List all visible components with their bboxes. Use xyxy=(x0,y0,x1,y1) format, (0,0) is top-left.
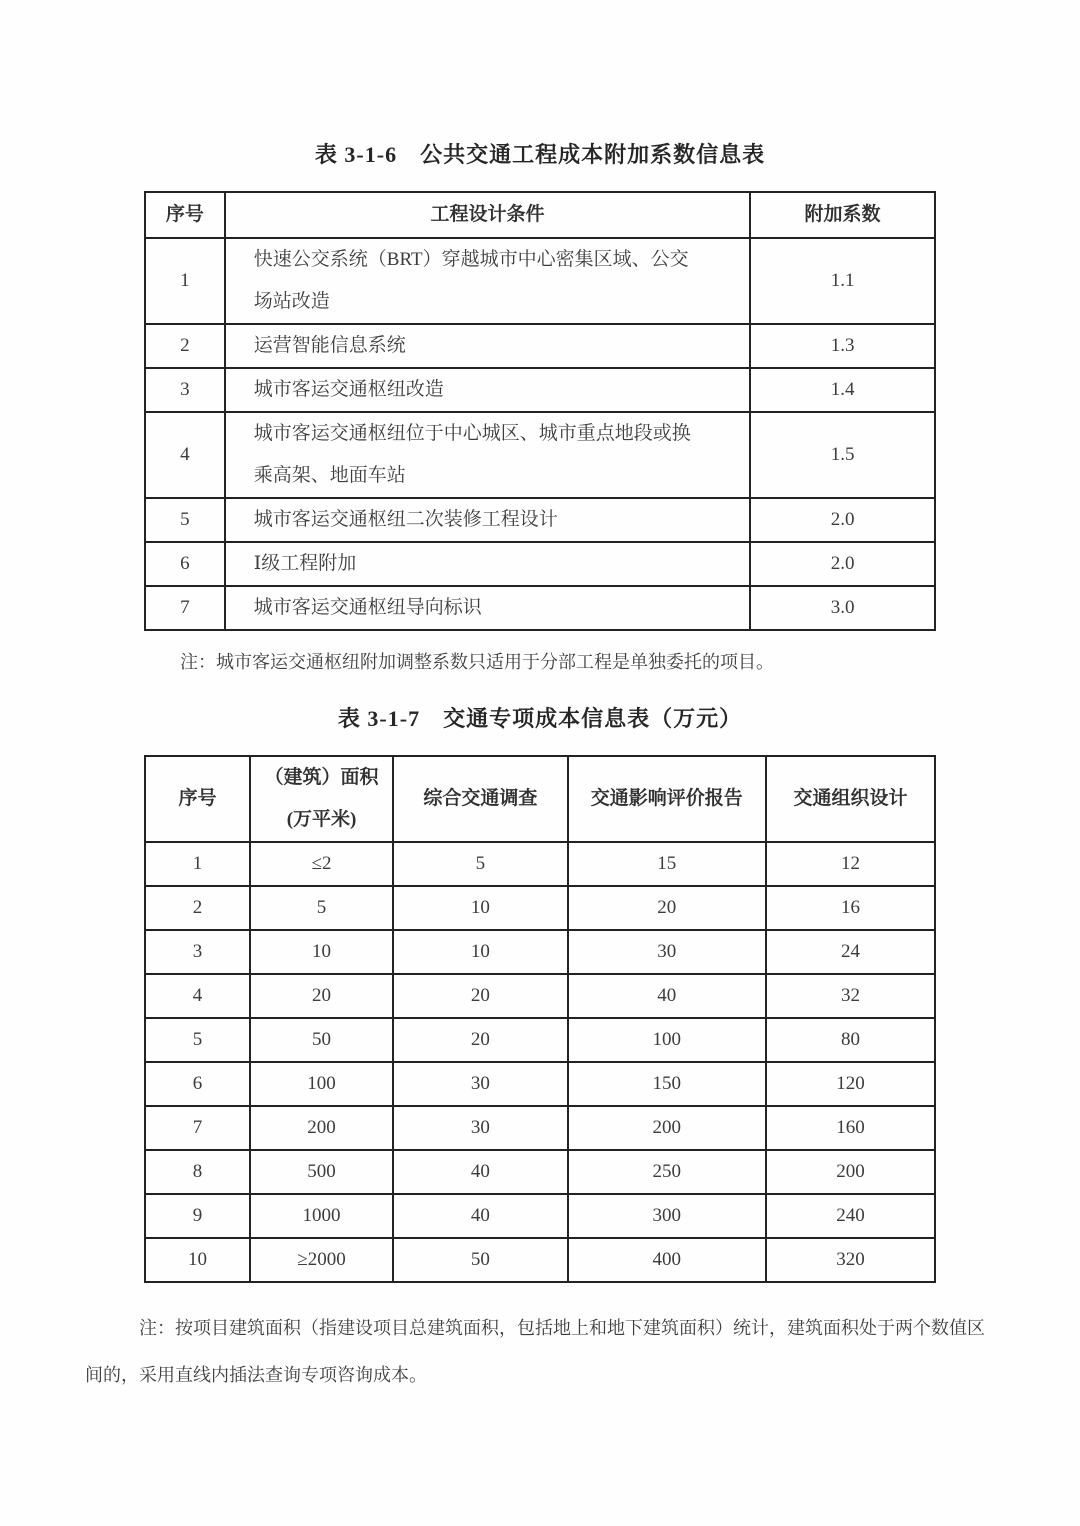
cell-area: 500 xyxy=(250,1150,393,1194)
cell-area: ≤2 xyxy=(250,842,393,886)
cell-org-design: 32 xyxy=(766,974,935,1018)
table-row xyxy=(145,842,935,886)
cell-impact-report: 250 xyxy=(568,1150,766,1194)
cell-org-design: 16 xyxy=(766,886,935,930)
table2-note: 注：按项目建筑面积（指建设项目总建筑面积，包括地上和地下建筑面积）统计，建筑面积处于两个数值区间的，采用直线内插法查询专项咨询成本。 xyxy=(85,1318,985,1385)
table2-header-survey: 综合交通调查 xyxy=(393,756,568,842)
cell-area: 50 xyxy=(250,1018,393,1062)
cell-impact-report: 20 xyxy=(568,886,766,930)
table-row xyxy=(145,412,935,498)
cell-coefficient: 1.4 xyxy=(750,368,935,412)
cell-condition: 城市客运交通枢纽位于中心城区、城市重点地段或换乘高架、地面车站 xyxy=(225,412,750,498)
table-row xyxy=(145,1150,935,1194)
cell-no: 5 xyxy=(145,1018,250,1062)
cell-no: 1 xyxy=(145,238,225,324)
cell-survey: 10 xyxy=(393,886,568,930)
cell-no: 3 xyxy=(145,368,225,412)
cell-survey: 10 xyxy=(393,930,568,974)
cell-area: 1000 xyxy=(250,1194,393,1238)
table-row xyxy=(145,930,935,974)
cell-survey: 50 xyxy=(393,1238,568,1282)
table1-note: 注：城市客运交通枢纽附加调整系数只适用于分部工程是单独委托的项目。 xyxy=(180,652,774,672)
cell-condition: Ⅰ级工程附加 xyxy=(225,542,750,586)
table2-header-no: 序号 xyxy=(145,756,250,842)
table1-header-no: 序号 xyxy=(145,192,225,238)
cell-impact-report: 400 xyxy=(568,1238,766,1282)
cell-no: 6 xyxy=(145,1062,250,1106)
table-row xyxy=(145,1018,935,1062)
cell-area: ≥2000 xyxy=(250,1238,393,1282)
table-row xyxy=(145,974,935,1018)
cell-org-design: 80 xyxy=(766,1018,935,1062)
table-row xyxy=(145,238,935,324)
cell-impact-report: 30 xyxy=(568,930,766,974)
cell-org-design: 120 xyxy=(766,1062,935,1106)
table-row xyxy=(145,1194,935,1238)
cell-no: 2 xyxy=(145,324,225,368)
table-row xyxy=(145,368,935,412)
cell-survey: 30 xyxy=(393,1062,568,1106)
cell-no: 6 xyxy=(145,542,225,586)
cell-survey: 20 xyxy=(393,974,568,1018)
cell-coefficient: 1.5 xyxy=(750,412,935,498)
table2-title: 表 3-1-7 交通专项成本信息表（万元） xyxy=(337,706,743,731)
cell-no: 10 xyxy=(145,1238,250,1282)
cell-no: 8 xyxy=(145,1150,250,1194)
cell-coefficient: 3.0 xyxy=(750,586,935,630)
cell-area: 5 xyxy=(250,886,393,930)
cell-survey: 40 xyxy=(393,1194,568,1238)
table-row xyxy=(145,1062,935,1106)
table-row xyxy=(145,1106,935,1150)
cell-no: 3 xyxy=(145,930,250,974)
table-row xyxy=(145,542,935,586)
table2-special-cost xyxy=(144,755,936,1283)
table-row xyxy=(145,1238,935,1282)
cell-impact-report: 150 xyxy=(568,1062,766,1106)
cell-impact-report: 300 xyxy=(568,1194,766,1238)
table1-header-condition: 工程设计条件 xyxy=(225,192,750,238)
cell-survey: 40 xyxy=(393,1150,568,1194)
table2-header-impact-report: 交通影响评价报告 xyxy=(568,756,766,842)
cell-org-design: 12 xyxy=(766,842,935,886)
table1-additional-coefficient xyxy=(144,191,936,631)
table1-header-coefficient: 附加系数 xyxy=(750,192,935,238)
cell-condition: 快速公交系统（BRT）穿越城市中心密集区域、公交场站改造 xyxy=(225,238,750,324)
cell-no: 4 xyxy=(145,974,250,1018)
table-row xyxy=(145,324,935,368)
cell-impact-report: 15 xyxy=(568,842,766,886)
table-row xyxy=(145,586,935,630)
cell-org-design: 24 xyxy=(766,930,935,974)
cell-impact-report: 40 xyxy=(568,974,766,1018)
cell-no: 7 xyxy=(145,1106,250,1150)
cell-no: 9 xyxy=(145,1194,250,1238)
cell-coefficient: 1.1 xyxy=(750,238,935,324)
cell-org-design: 160 xyxy=(766,1106,935,1150)
table2-header-org-design: 交通组织设计 xyxy=(766,756,935,842)
table1-title: 表 3-1-6 公共交通工程成本附加系数信息表 xyxy=(314,142,766,167)
cell-survey: 5 xyxy=(393,842,568,886)
cell-no: 1 xyxy=(145,842,250,886)
cell-condition: 运营智能信息系统 xyxy=(225,324,750,368)
cell-area: 10 xyxy=(250,930,393,974)
cell-org-design: 320 xyxy=(766,1238,935,1282)
cell-survey: 30 xyxy=(393,1106,568,1150)
cell-area: 20 xyxy=(250,974,393,1018)
cell-no: 7 xyxy=(145,586,225,630)
cell-coefficient: 1.3 xyxy=(750,324,935,368)
cell-no: 5 xyxy=(145,498,225,542)
cell-org-design: 240 xyxy=(766,1194,935,1238)
cell-area: 100 xyxy=(250,1062,393,1106)
table2-header-area: （建筑）面积(万平米) xyxy=(250,756,393,842)
table2-header-row xyxy=(145,756,935,842)
cell-condition: 城市客运交通枢纽导向标识 xyxy=(225,586,750,630)
cell-survey: 20 xyxy=(393,1018,568,1062)
cell-impact-report: 200 xyxy=(568,1106,766,1150)
cell-condition: 城市客运交通枢纽二次装修工程设计 xyxy=(225,498,750,542)
cell-no: 4 xyxy=(145,412,225,498)
table1-header-row xyxy=(145,192,935,238)
cell-org-design: 200 xyxy=(766,1150,935,1194)
cell-area: 200 xyxy=(250,1106,393,1150)
table-row xyxy=(145,498,935,542)
cell-no: 2 xyxy=(145,886,250,930)
table-row xyxy=(145,886,935,930)
cell-coefficient: 2.0 xyxy=(750,542,935,586)
cell-impact-report: 100 xyxy=(568,1018,766,1062)
cell-condition: 城市客运交通枢纽改造 xyxy=(225,368,750,412)
cell-coefficient: 2.0 xyxy=(750,498,935,542)
